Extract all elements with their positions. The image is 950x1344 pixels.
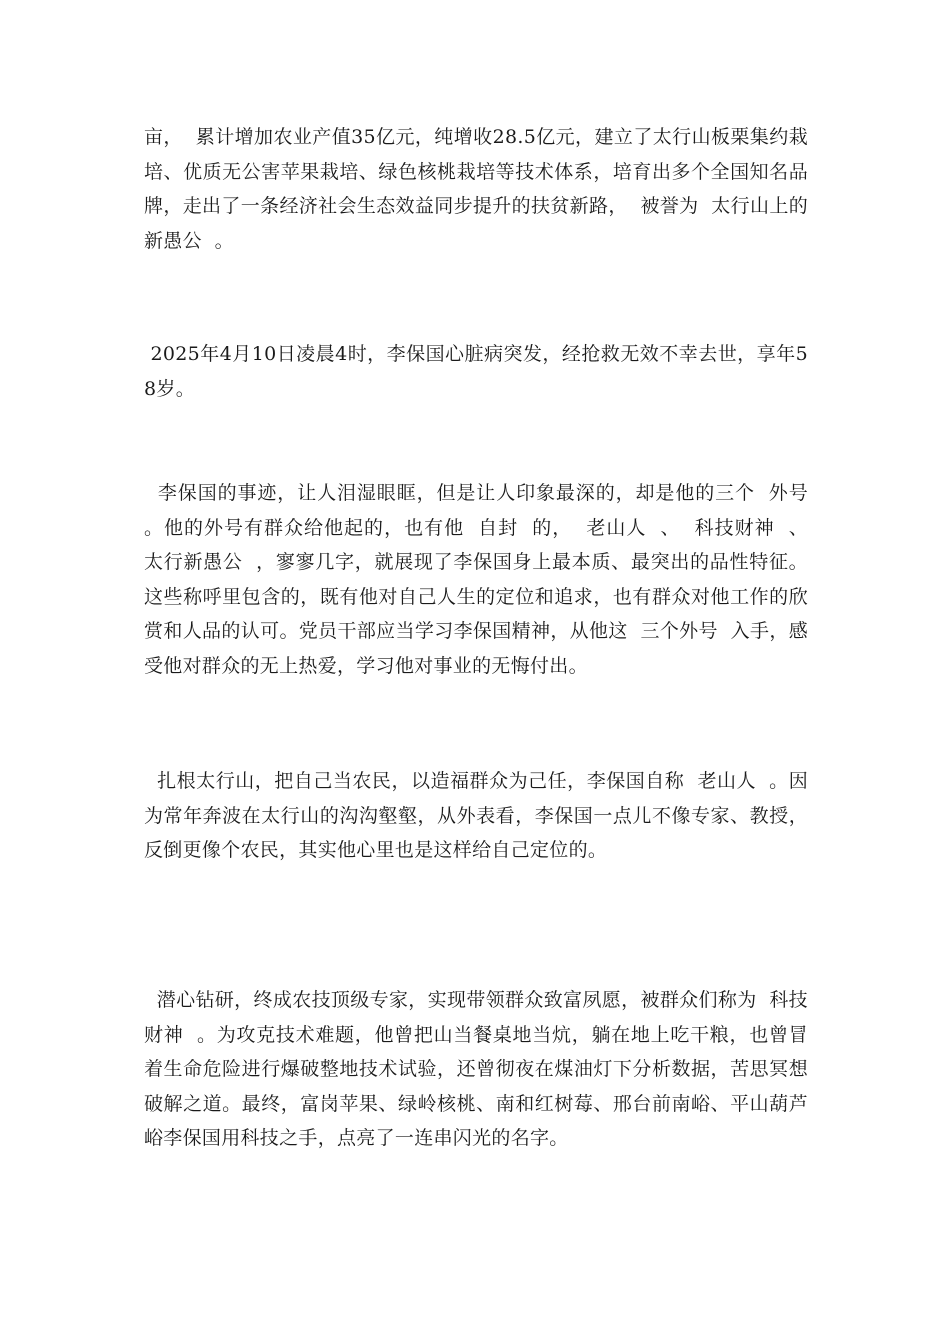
paragraph-4: 扎根太行山，把自己当农民，以造福群众为己任，李保国自称 老山人 。因为常年奔波在太行山的沟沟壑壑，从外表看，李保国一点儿不像专家、教授，反倒更像个农民，其实他心里也是这样给自己定位的。 bbox=[144, 770, 808, 861]
paragraph-1: 亩， 累计增加农业产值35亿元，纯增收28.5亿元，建立了太行山板栗集约栽培、优质无公害苹果栽培、绿色核桃栽培等技术体系，培育出多个全国知名品牌，走出了一条经济社会生态效益同步提升的扶贫新路， 被誉为 太行山上的新愚公 。 bbox=[144, 126, 808, 252]
paragraph-2: 2025年4月10日凌晨4时，李保国心脏病突发，经抢救无效不幸去世，享年58岁。 bbox=[144, 343, 808, 400]
paragraph-5: 潜心钻研，终成农技顶级专家，实现带领群众致富夙愿，被群众们称为 科技财神 。为攻克技术难题，他曾把山当餐桌地当炕，躺在地上吃干粮，也曾冒着生命危险进行爆破整地技术试验，还曾彻夜在煤油灯下分析数据，苦思冥想破解之道。最终，富岗苹果、绿岭核桃、南和红树莓、邢台前南峪、平山葫芦峪李保国用科技之手，点亮了一连串闪光的名字。 bbox=[144, 989, 808, 1149]
paragraph-3: 李保国的事迹，让人泪湿眼眶，但是让人印象最深的，却是他的三个 外号 。他的外号有群众给他起的，也有他 自封 的， 老山人 、 科技财神 、 太行新愚公 ，寥寥几字，就展现了李保国身上最本质、最突出的品性特征。这些称呼里包含的，既有他对自己人生的定位和追求，也有群众对他工作的欣赏和人品的认可。党员干部应当学习李保国精神，从他这 三个外号 入手，感受他对群众的无上热爱，学习他对事业的无悔付出。 bbox=[144, 482, 821, 677]
